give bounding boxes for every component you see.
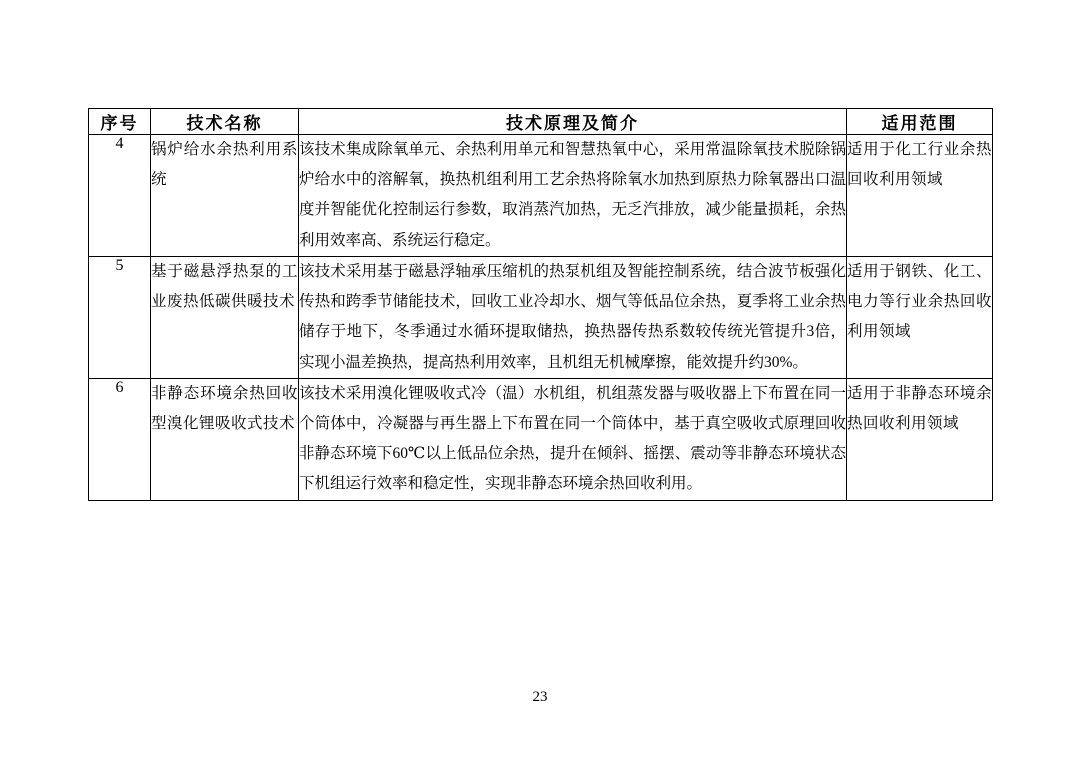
table-row bbox=[89, 135, 993, 257]
table-body bbox=[89, 135, 993, 501]
row-technology-name: 锅炉给水余热利用系统 bbox=[151, 135, 299, 257]
table-row bbox=[89, 256, 993, 378]
row-scope: 适用于化工行业余热回收利用领域 bbox=[847, 135, 993, 257]
row-scope: 适用于钢铁、化工、电力等行业余热回收利用领域 bbox=[847, 256, 993, 378]
column-header-scope: 适用范围 bbox=[847, 109, 993, 135]
table-header bbox=[89, 109, 993, 135]
row-scope: 适用于非静态环境余热回收利用领域 bbox=[847, 378, 993, 500]
technology-table bbox=[88, 108, 993, 501]
row-number: 5 bbox=[89, 256, 151, 378]
row-description: 该技术集成除氧单元、余热利用单元和智慧热氧中心，采用常温除氧技术脱除锅炉给水中的溶解氧，换热机组利用工艺余热将除氧水加热到原热力除氧器出口温度并智能优化控制运行参数，取消蒸汽加热，无乏汽排放，减少能量损耗，余热利用效率高、系统运行稳定。 bbox=[299, 135, 847, 257]
row-description: 该技术采用基于磁悬浮轴承压缩机的热泵机组及智能控制系统，结合波节板强化传热和跨季节储能技术，回收工业冷却水、烟气等低品位余热，夏季将工业余热储存于地下，冬季通过水循环提取储热，换热器传热系数较传统光管提升3倍，实现小温差换热，提高热利用效率，且机组无机械摩擦，能效提升约30%。 bbox=[299, 256, 847, 378]
column-header-desc: 技术原理及简介 bbox=[299, 109, 847, 135]
row-description: 该技术采用溴化锂吸收式冷（温）水机组，机组蒸发器与吸收器上下布置在同一个筒体中，冷凝器与再生器上下布置在同一个筒体中，基于真空吸收式原理回收非静态环境下60℃以上低品位余热，提升在倾斜、摇摆、震动等非静态环境状态下机组运行效率和稳定性，实现非静态环境余热回收利用。 bbox=[299, 378, 847, 500]
row-technology-name: 非静态环境余热回收型溴化锂吸收式技术 bbox=[151, 378, 299, 500]
table-row bbox=[89, 378, 993, 500]
column-header-no: 序号 bbox=[89, 109, 151, 135]
row-number: 6 bbox=[89, 378, 151, 500]
row-number: 4 bbox=[89, 135, 151, 257]
column-header-name: 技术名称 bbox=[151, 109, 299, 135]
table-header-row bbox=[89, 109, 993, 135]
page-number: 23 bbox=[532, 689, 548, 705]
row-technology-name: 基于磁悬浮热泵的工业废热低碳供暖技术 bbox=[151, 256, 299, 378]
